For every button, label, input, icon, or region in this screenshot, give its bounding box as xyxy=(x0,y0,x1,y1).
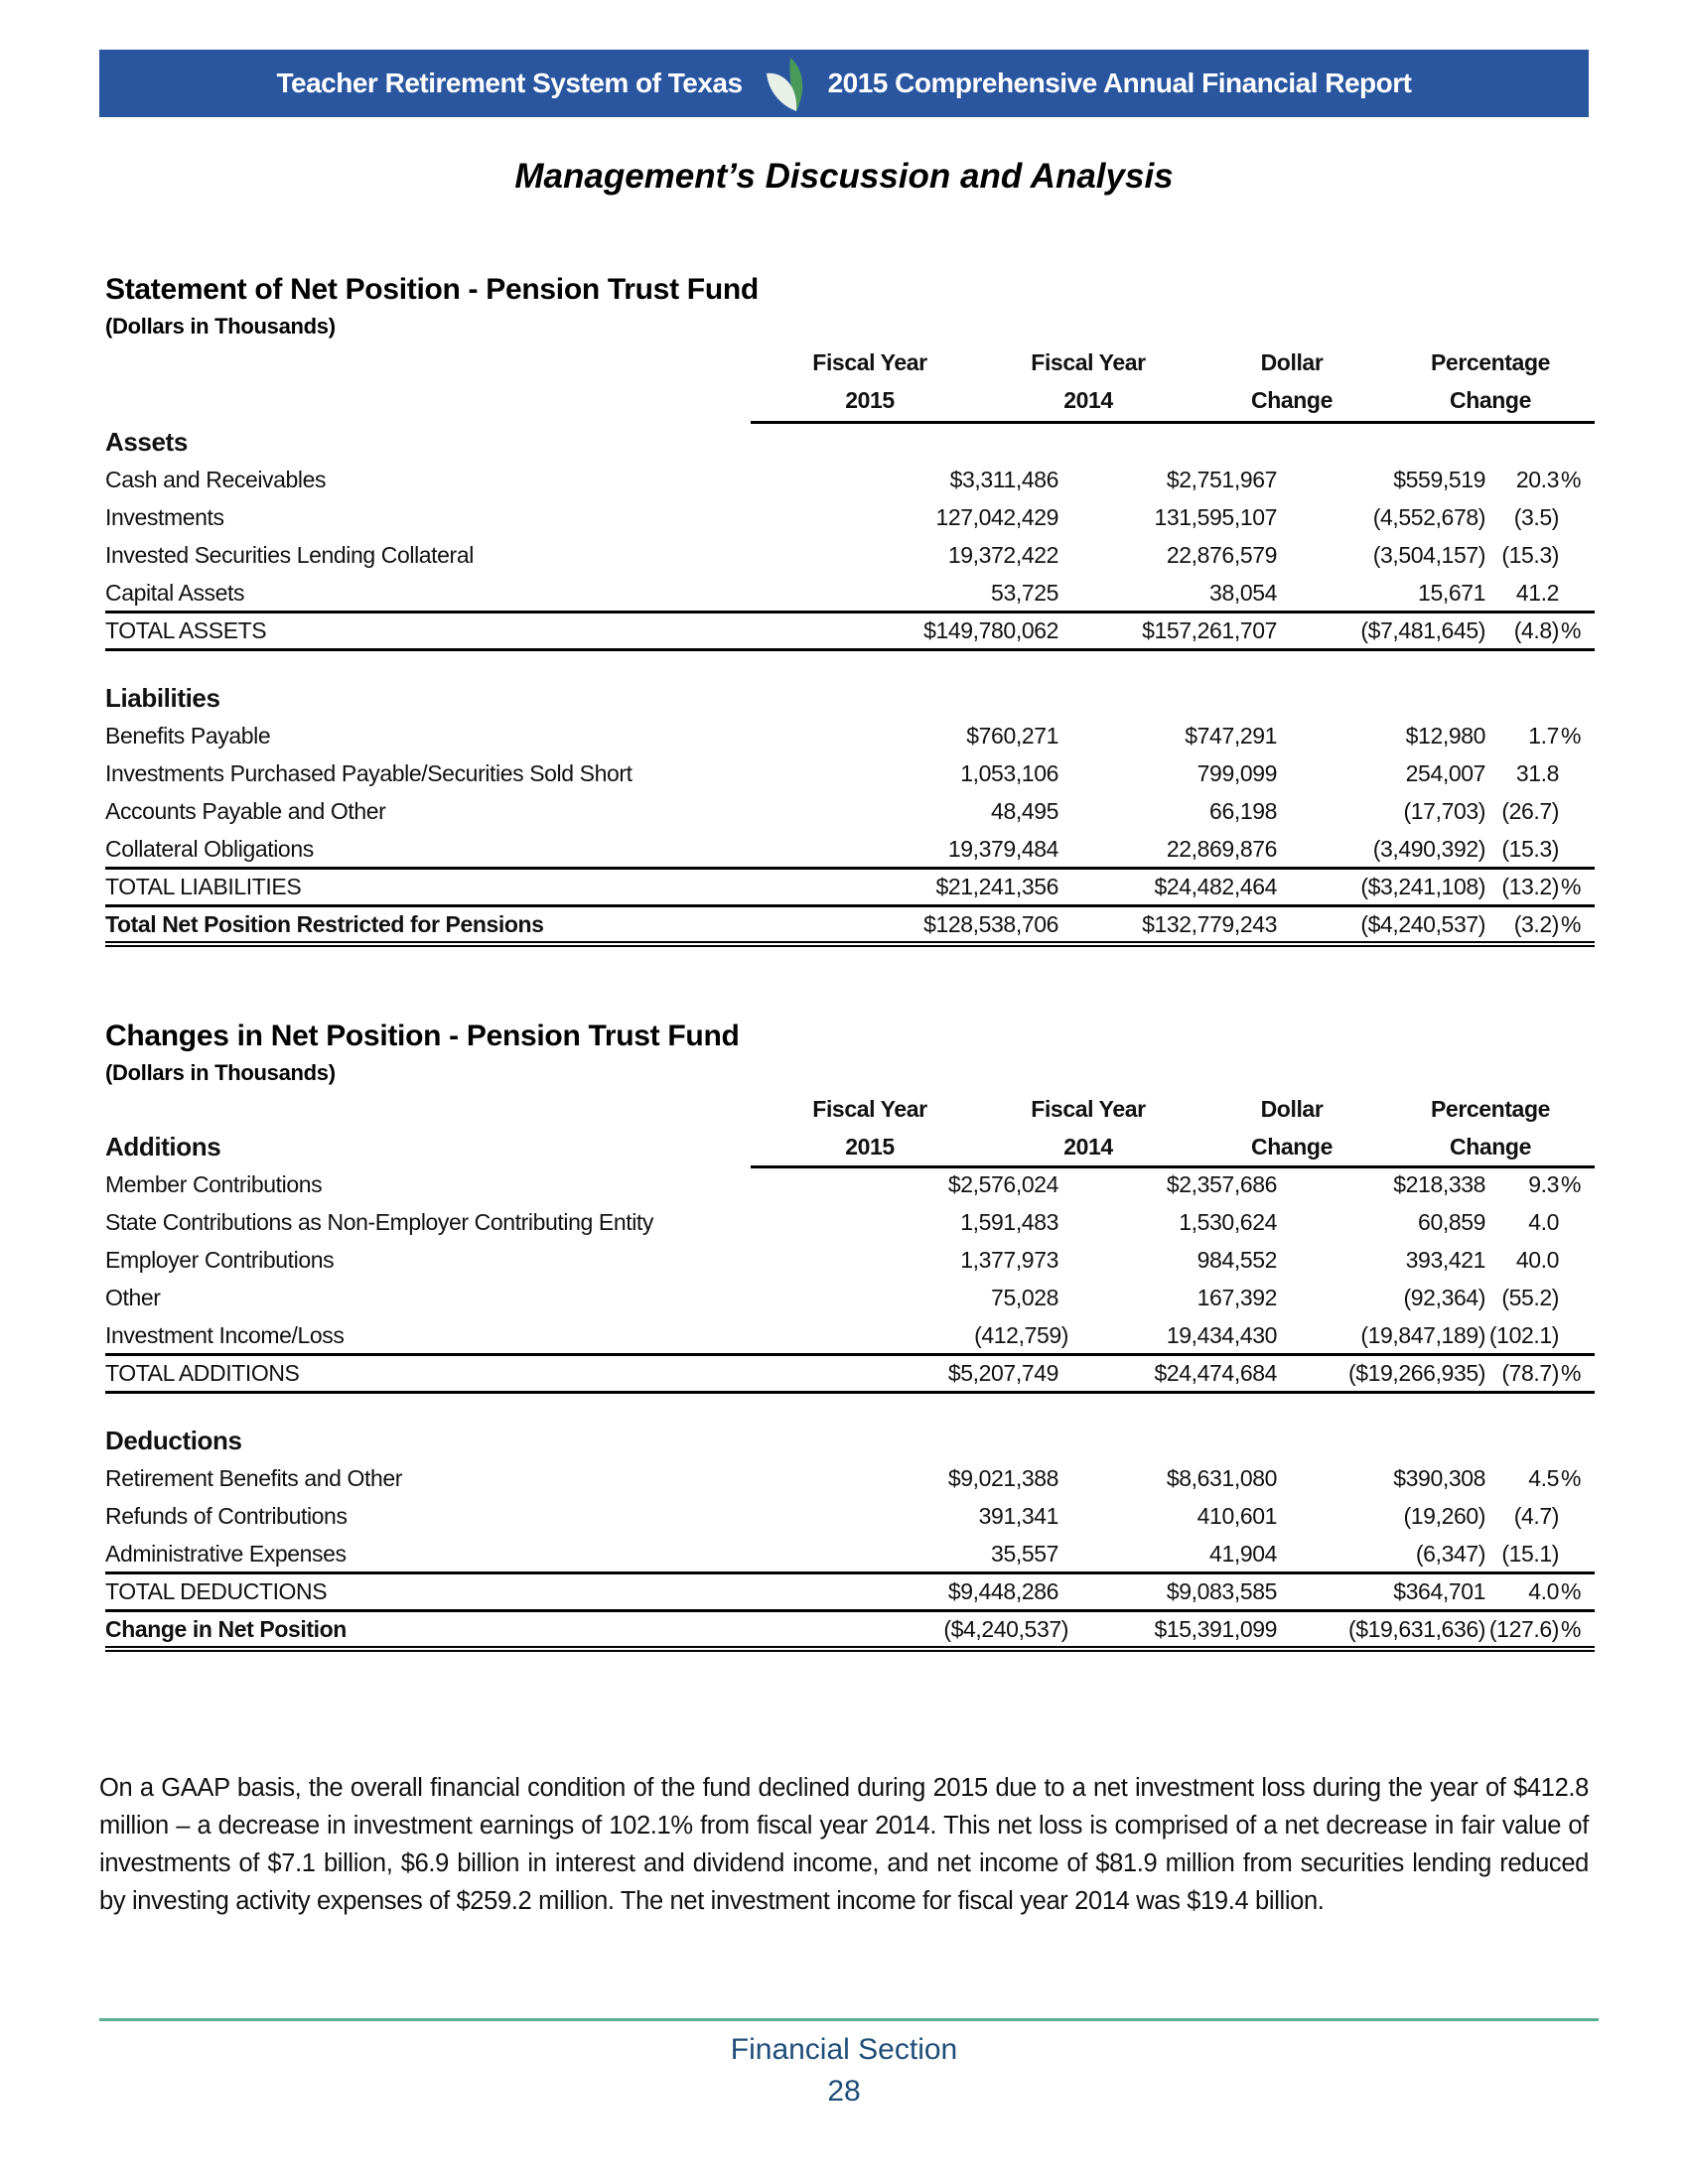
col-header: Fiscal Year xyxy=(812,1096,927,1122)
table-row: Employer Contributions 1,377,973 984,552 393,421 40.0 xyxy=(105,1247,1559,1273)
table-row: Other 75,028 167,392 (92,364) (55.2) xyxy=(105,1285,1559,1310)
total-row: TOTAL ADDITIONS $5,207,749 $24,474,684 ($19,266,935) (78.7) % xyxy=(105,1360,1582,1386)
table-row: Cash and Receivables $3,311,486 $2,751,967 $559,519 20.3 % xyxy=(105,467,1582,492)
col-header: Dollar xyxy=(1260,349,1324,375)
table-row: Invested Securities Lending Collateral 19,372,422 22,876,579 (3,504,157) (15.3) xyxy=(105,542,1559,568)
col-header: Fiscal Year xyxy=(1031,349,1146,375)
col-header: Fiscal Year xyxy=(1031,1096,1146,1122)
table-row: Refunds of Contributions 391,341 410,601 (19,260) (4.7) xyxy=(105,1503,1559,1529)
total-row: TOTAL DEDUCTIONS $9,448,286 $9,083,585 $364,701 4.0 % xyxy=(105,1578,1582,1604)
col-header: 2014 xyxy=(1063,387,1113,413)
table-row: Member Contributions $2,576,024 $2,357,686 $218,338 9.3 % xyxy=(105,1171,1582,1197)
table-row: Investment Income/Loss (412,759) 19,434,430 (19,847,189) (102.1) xyxy=(105,1322,1559,1348)
table-row: Investments 127,042,429 131,595,107 (4,552,678) (3.5) xyxy=(105,504,1559,530)
table-header-row-1 xyxy=(105,1090,1595,1128)
col-header: Change xyxy=(1251,1134,1333,1160)
col-header: 2015 xyxy=(845,387,895,413)
col-header: 2015 xyxy=(845,1134,895,1160)
table-row: Accounts Payable and Other 48,495 66,198 (17,703) (26.7) xyxy=(105,798,1559,824)
col-header: Percentage xyxy=(1430,349,1550,375)
col-header: Percentage xyxy=(1430,1096,1550,1122)
analysis-paragraph: On a GAAP basis, the overall financial condition of the fund declined during 2015 due to a net investment loss during the year of $412.8 million – a decrease in investment earnings of 102.1% from fiscal year 2014. This net loss is comprised of a net decrease in fair value of investments of $7.1 billion, $6.9 billion in interest and dividend income, and net income of $81.9 million from securities lending reduced by investing activity expenses of $259.2 million. The net investment income for fiscal year 2014 was $19.4 billion. xyxy=(99,1774,1589,1915)
change-net-row: Change in Net Position ($4,240,537) $15,391,099 ($19,631,636) (127.6) % xyxy=(105,1616,1582,1642)
total-row: TOTAL LIABILITIES $21,241,356 $24,482,464 ($3,241,108) (13.2) % xyxy=(105,874,1582,899)
report-banner xyxy=(99,50,1589,117)
table-header-row-2 xyxy=(105,381,1595,419)
footer-section-label: Financial Section xyxy=(730,2033,958,2066)
leaf-logo-icon xyxy=(761,52,810,115)
section-subtitle: (Dollars in Thousands) xyxy=(105,314,336,339)
rule xyxy=(105,1391,1595,1394)
double-rule xyxy=(105,941,1595,947)
table-row: Collateral Obligations 19,379,484 22,869,876 (3,490,392) (15.3) xyxy=(105,836,1559,862)
table-row: Benefits Payable $760,271 $747,291 $12,980 1.7 % xyxy=(105,723,1582,749)
col-header: Change xyxy=(1450,1134,1531,1160)
col-header: Change xyxy=(1450,387,1531,413)
changes-table xyxy=(105,1090,1595,1648)
page-footer xyxy=(0,2029,1688,2113)
section-title: Statement of Net Position - Pension Trust Fund xyxy=(105,273,759,306)
group-label: Assets xyxy=(105,427,188,457)
section-subtitle: (Dollars in Thousands) xyxy=(105,1060,336,1085)
table-row: State Contributions as Non-Employer Contributing Entity 1,591,483 1,530,624 60,859 4.0 xyxy=(105,1209,1559,1235)
group-label: Deductions xyxy=(105,1426,242,1455)
table-header-row-1 xyxy=(105,343,1595,381)
rule xyxy=(105,648,1595,651)
table-row: Administrative Expenses 35,557 41,904 (6,347) (15.1) xyxy=(105,1541,1559,1567)
col-header: Dollar xyxy=(1260,1096,1324,1122)
col-header: Change xyxy=(1251,387,1333,413)
net-position-section xyxy=(105,270,1595,943)
net-position-table xyxy=(105,343,1595,943)
page-number: 28 xyxy=(827,2075,861,2108)
table-header-row-2 xyxy=(105,1128,1595,1165)
changes-section xyxy=(105,1017,1595,1648)
footer-rule xyxy=(99,2018,1599,2021)
table-row: Retirement Benefits and Other $9,021,388 $8,631,080 $390,308 4.5 % xyxy=(105,1465,1582,1491)
group-label: Additions xyxy=(105,1132,221,1161)
section-title: Changes in Net Position - Pension Trust Fund xyxy=(105,1020,740,1052)
total-row: TOTAL ASSETS $149,780,062 $157,261,707 ($7,481,645) (4.8) % xyxy=(105,617,1582,643)
report-name: 2015 Comprehensive Annual Financial Report xyxy=(827,68,1412,98)
table-row: Investments Purchased Payable/Securities Sold Short 1,053,106 799,099 254,007 31.8 xyxy=(105,760,1559,786)
col-header: 2014 xyxy=(1063,1134,1113,1160)
table-row: Capital Assets 53,725 38,054 15,671 41.2 xyxy=(105,580,1559,606)
col-header: Fiscal Year xyxy=(812,349,927,375)
page-title: Management’s Discussion and Analysis xyxy=(514,157,1174,196)
double-rule xyxy=(105,1646,1595,1652)
group-label: Liabilities xyxy=(105,683,220,713)
net-position-row: Total Net Position Restricted for Pensions $128,538,706 $132,779,243 ($4,240,537) (3.2) % xyxy=(105,911,1582,937)
org-name: Teacher Retirement System of Texas xyxy=(276,68,743,98)
